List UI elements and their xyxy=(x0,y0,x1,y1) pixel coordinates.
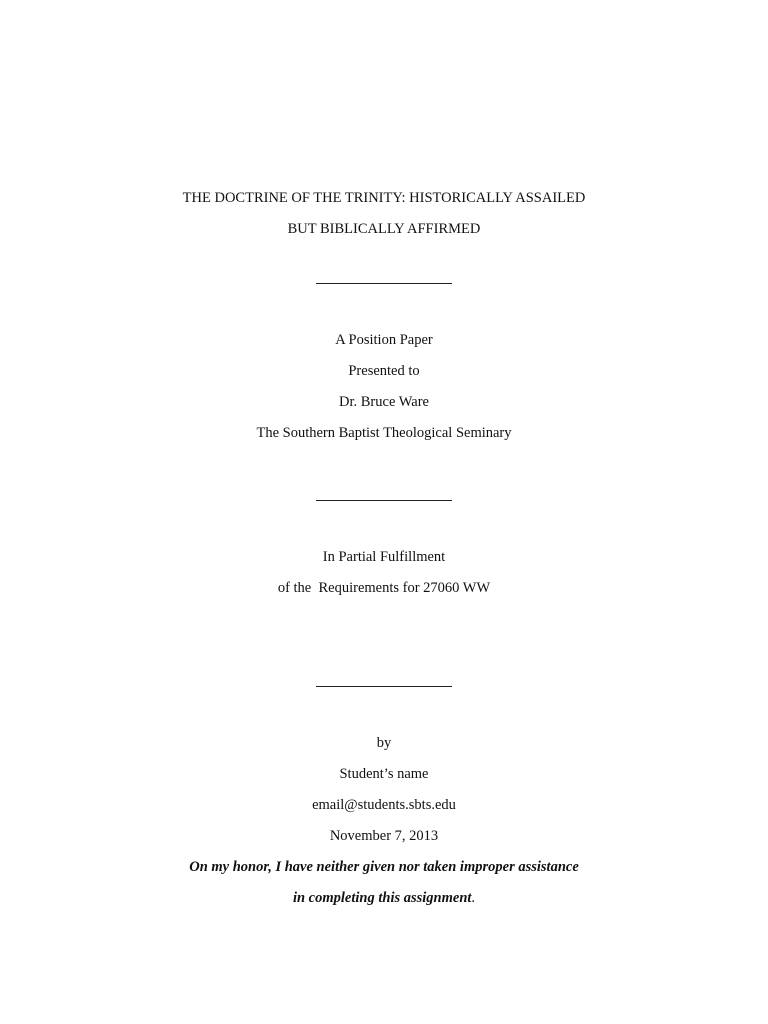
honor-statement-line-2 xyxy=(0,889,768,907)
honor-statement-text: in completing this assignment xyxy=(292,890,472,906)
paper-title-line-2: BUT BIBLICALLY AFFIRMED xyxy=(287,221,481,237)
separator-rule-2 xyxy=(316,500,452,501)
separator-rule-3 xyxy=(316,686,452,687)
professor-name: Dr. Bruce Ware xyxy=(339,394,429,410)
position-paper-label: A Position Paper xyxy=(335,332,433,348)
submission-date: November 7, 2013 xyxy=(329,828,439,844)
institution-name: The Southern Baptist Theological Seminary xyxy=(256,425,512,441)
by-label: by xyxy=(376,735,392,751)
student-email: email@students.sbts.edu xyxy=(312,797,456,813)
honor-statement-period: . xyxy=(471,890,476,906)
separator-rule-1 xyxy=(316,283,452,284)
fulfillment-line-2: of the Requirements for 27060 WW xyxy=(277,580,491,596)
student-name: Student’s name xyxy=(339,766,429,782)
fulfillment-line-1: In Partial Fulfillment xyxy=(322,549,446,565)
honor-statement-line-1: On my honor, I have neither given nor taken improper assistance xyxy=(189,859,579,875)
presented-to-label: Presented to xyxy=(348,363,420,379)
paper-title-line-1: THE DOCTRINE OF THE TRINITY: HISTORICALLY ASSAILED xyxy=(182,190,586,206)
